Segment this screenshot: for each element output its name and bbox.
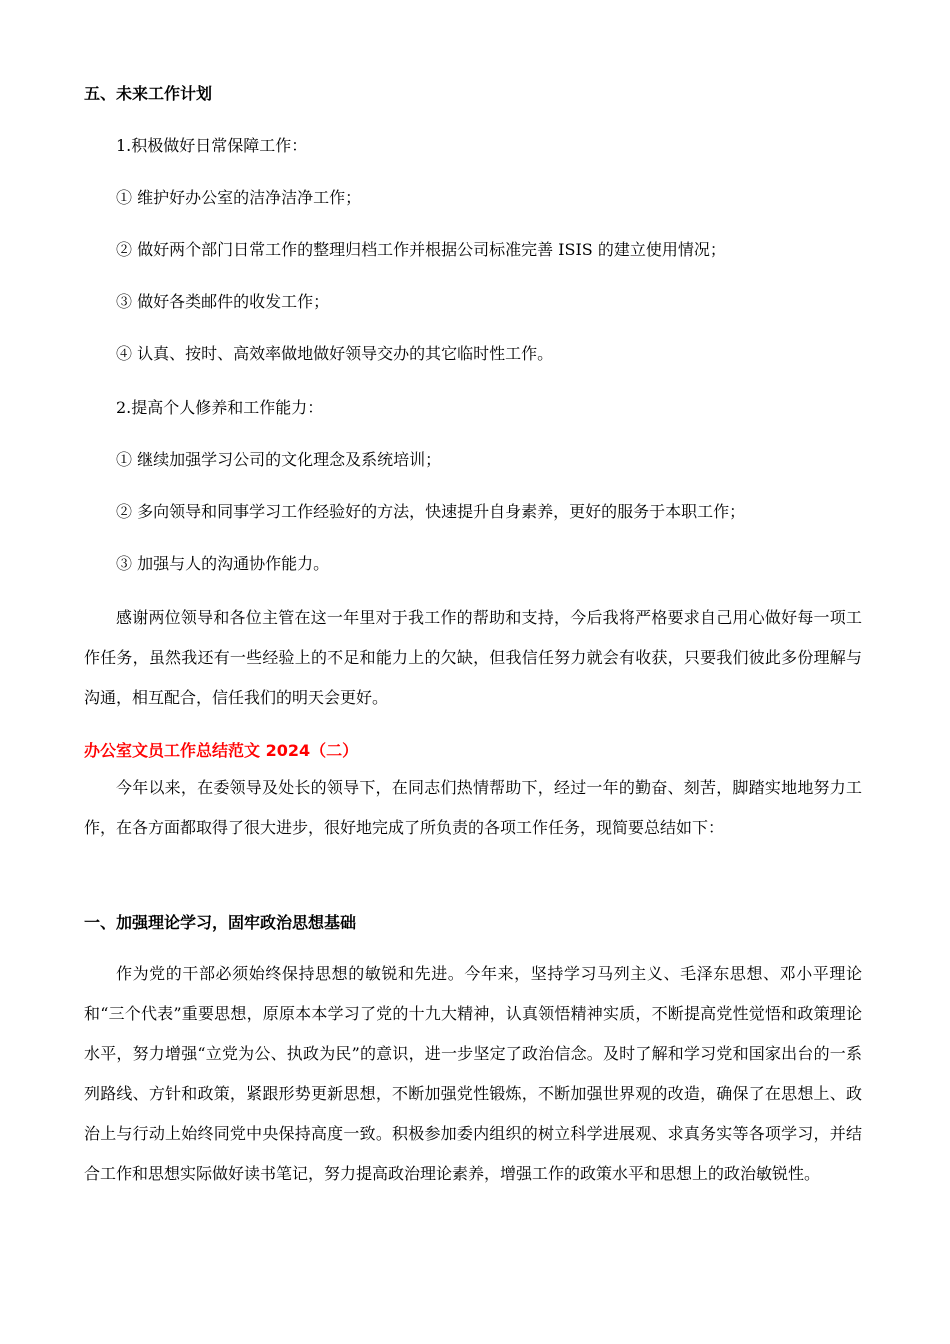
list-item-title: 2.提高个人修养和工作能力： [116, 398, 324, 417]
list-item: ④ 认真、按时、高效率做地做好领导交办的其它临时性工作。 [116, 344, 554, 363]
list-item: ① 维护好办公室的洁净洁净工作； [116, 188, 362, 207]
list-item: ③ 做好各类邮件的收发工作； [116, 292, 330, 311]
body-paragraph: 作为党的干部必须始终保持思想的敏锐和先进。今年来，坚持学习马列主义、毛泽东思想、邓小平理论和“三个代表”重要思想，原原本本学习了党的十九大精神，认真领悟精神实质，不断提高党性觉悟和政策理论水平，努力增强“立党为公、执政为民”的意识，进一步坚定了政治信念。及时了解和学习党和国家出台的一系列路线、方针和政策，紧跟形势更新思想，不断加强党性锻炼，不断加强世界观的改造，确保了在思想上、政治上与行动上始终同党中央保持高度一致。积极参加委内组织的树立科学进展观、求真务实等各项学习，并结合工作和思想实际做好读书笔记，努力提高政治理论素养，增强工作的政策水平和思想上的政治敏锐性。 [84, 964, 862, 1183]
list-item-title: 1.积极做好日常保障工作： [116, 136, 308, 155]
list-item: ① 继续加强学习公司的文化理念及系统培训； [116, 450, 442, 469]
article-title: 办公室文员工作总结范文 2024（二） [84, 741, 359, 760]
section-heading-theory-study: 一、加强理论学习，固牢政治思想基础 [84, 913, 357, 932]
list-item: ② 做好两个部门日常工作的整理归档工作并根据公司标准完善 ISIS 的建立使用情况； [116, 240, 726, 259]
section-heading-future-plan: 五、未来工作计划 [84, 84, 213, 103]
closing-paragraph: 感谢两位领导和各位主管在这一年里对于我工作的帮助和支持，今后我将严格要求自己用心做好每一项工作任务，虽然我还有一些经验上的不足和能力上的欠缺，但我信任努力就会有收获，只要我们彼此多份理解与沟通，相互配合，信任我们的明天会更好。 [84, 608, 862, 707]
list-item: ③ 加强与人的沟通协作能力。 [116, 554, 330, 573]
list-item: ② 多向领导和同事学习工作经验好的方法，快速提升自身素养，更好的服务于本职工作； [116, 502, 746, 521]
intro-paragraph: 今年以来，在委领导及处长的领导下，在同志们热情帮助下，经过一年的勤奋、刻苦，脚踏实地地努力工作，在各方面都取得了很大进步，很好地完成了所负责的各项工作任务，现简要总结如下： [84, 778, 862, 837]
